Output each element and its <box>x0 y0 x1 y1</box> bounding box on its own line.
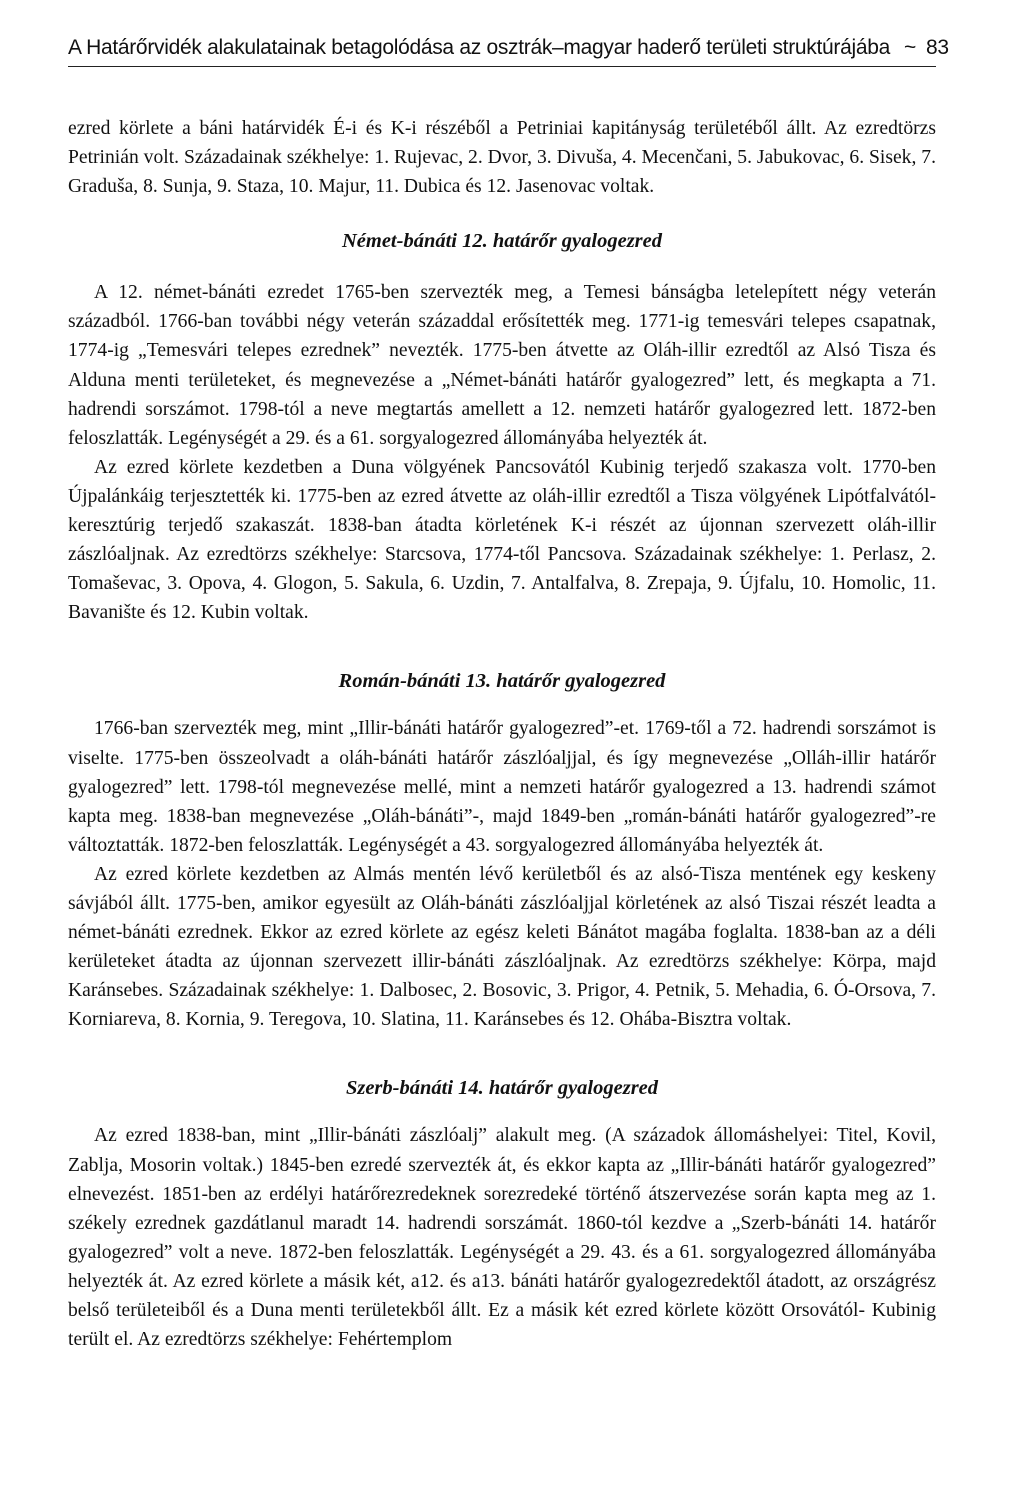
header-separator: ~ <box>903 36 916 59</box>
page-number: 83 <box>925 36 949 59</box>
section-13-paragraph-2: Az ezred körlete kezdetben az Almás mentén lévő kerületből és az alsó-Tisza mentének egy keskeny sávjából állt. 1775-ben, amikor egyesült az Oláh-bánáti zászlóaljjal körletének az alsó Tiszai részét leadta a német-bánáti ezrednek. Ekkor az ezred körlete az egész keleti Bánátot magába foglalta. 1838-ban az a déli kerületeket átadta az újonnan szervezett illir-bánáti zászlóaljnak. Az ezredtörzs székhelye: Körpa, majd Karánsebes. Századainak székhelye: 1. Dalbosec, 2. Bosovic, 3. Prigor, 4. Petnik, 5. Mehadia, 6. Ó-Orsova, 7. Korniareva, 8. Kornia, 9. Teregova, 10. Slatina, 11. Karánsebes és 12. Ohába-Bisztra voltak. <box>68 863 936 1031</box>
section-12-paragraph-2: Az ezred körlete kezdetben a Duna völgyének Pancsovától Kubinig terjedő szakasza volt. 1770-ben Újpalánkáig terjesztették ki. 1775-ben az ezred átvette az oláh-illir ezredtől a Tisza völgyének Lipótfalvától-keresztúrig terjedő szakaszát. 1838-ban átadta körletének K-i részét az újonnan szervezett oláh-illir zászlóaljnak. Az ezredtörzs székhelye: Starcsova, 1774-től Pancsova. Századainak székhelye: 1. Perlasz, 2. Tomaševac, 3. Opova, 4. Glogon, 5. Sakula, 6. Uzdin, 7. Antalfalva, 8. Zrepaja, 9. Újfalu, 10. Homolic, 11. Bavanište és 12. Kubin voltak. <box>68 456 936 624</box>
section-heading-13: Román-bánáti 13. határőr gyalogezred <box>338 670 666 693</box>
running-header-page <box>890 34 949 62</box>
section-12-paragraph-1: A 12. német-bánáti ezredet 1765-ben szervezték meg, a Temesi bánságba letelepített négy veterán századból. 1766-ban további négy veterán századdal erősítették meg. 1771-ig temesvári telepes csapatnak, 1774-ig „Temesvári telepes ezrednek” nevezték. 1775-ben átvette az Oláh-illir ezredtől az Alsó Tisza és Alduna menti területeket, és megnevezése a „Német-bánáti határőr gyalogezred” lett, és megkapta a 71. hadrendi sorszámot. 1798-tól a neve megtartás amellett a 12. nemzeti határőr gyalogezred lett. 1872-ben feloszlatták. Legénységét a 29. és a 61. sorgyalogezred állományába helyezték át. <box>68 282 936 449</box>
book-page <box>68 34 949 1354</box>
section-heading-12: Német-bánáti 12. határőr gyalogezred <box>341 230 662 253</box>
running-header <box>68 34 949 67</box>
section-heading-14: Szerb-bánáti 14. határőr gyalogezred <box>345 1077 659 1100</box>
section-14-paragraph-1: Az ezred 1838-ban, mint „Illir-bánáti zászlóalj” alakult meg. (A századok állomáshelyei: Titel, Kovil, Zablja, Mosorin voltak.) 1845-ben ezredé szervezték át, és ekkor kapta az „Illir-bánáti határőr gyalogezred” elnevezést. 1851-ben az erdélyi határőrezredeknek sorezredeké történő átszervezése során kapta meg az 1. székely ezrednek gazdátlanul maradt 14. hadrendi sorszámát. 1860-tól kezdve a „Szerb-bánáti 14. határőr gyalogezred” volt a neve. 1872-ben feloszlatták. Legénységét a 29. 43. és a 61. sorgyalogezred állományába helyezték át. Az ezred körlete a másik két, a12. és a13. bánáti határőr gyalogezredektől átadott, az országrész belső területeiből és a Duna menti területekből állt. Ez a másik két ezred körlete között Orsovától- Kubinig terült el. Az ezredtörzs székhelye: Fehértemplom <box>68 1125 936 1351</box>
section-13-paragraph-1: 1766-ban szervezték meg, mint „Illir-bánáti határőr gyalogezred”-et. 1769-től a 72. hadrendi sorszámot is viselte. 1775-ben összeolvadt a oláh-bánáti határőr zászlóaljjal, és így megnevezése „Olláh-illir határőr gyalogezred” lett. 1798-tól megnevezése mellé, mint a nemzeti határőr gyalogezred a 13. hadrendi számot kapta meg. 1838-ban megnevezése „Oláh-bánáti”-, majd 1849-ben „román-bánáti határőr gyalogezred”-re változtatták. 1872-ben feloszlatták. Legénységét a 43. sorgyalogezred állományába helyezték át. <box>68 718 936 856</box>
continuation-paragraph: ezred körlete a báni határvidék É-i és K-i részéből a Petriniai kapitányság területéből állt. Az ezredtörzs Petrinián volt. Századainak székhelye: 1. Rujevac, 2. Dvor, 3. Divuša, 4. Mecenčani, 5. Jabukovac, 6. Sisek, 7. Graduša, 8. Sunja, 9. Staza, 10. Majur, 11. Dubica és 12. Jasenovac voltak. <box>68 118 936 198</box>
running-header-title: A Határőrvidék alakulatainak betagolódása az osztrák–magyar haderő területi struktúrájába <box>68 36 890 59</box>
